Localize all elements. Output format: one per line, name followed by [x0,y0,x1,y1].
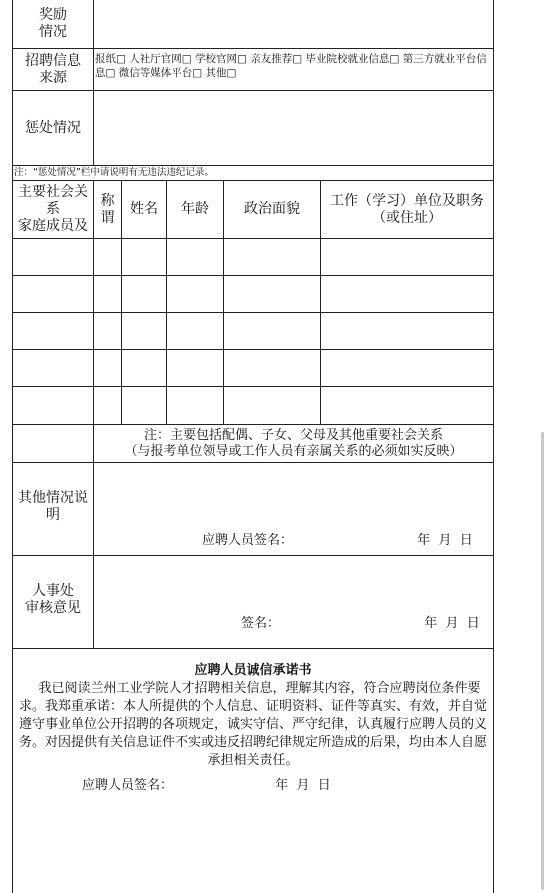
award-label: 奖励 情况 [39,7,67,40]
applicant-date[interactable]: 年 月 日 [417,533,473,549]
hr-signature-label: 签名： [241,616,281,632]
family-row[interactable] [13,313,493,349]
hr-review-label: 人事处 审核意见 [25,583,81,616]
family-row[interactable] [13,350,493,386]
pledge-title: 应聘人员诚信承诺书 [194,663,312,679]
relation-header: 称谓 [100,192,115,226]
work-unit-header: 工作（学习）单位及职务 （或住址） [330,192,484,226]
hr-date[interactable]: 年 月 日 [424,616,480,632]
political-status-header: 政治面貌 [244,201,300,218]
pledge-signature-area[interactable] [13,800,493,890]
punishment-label: 惩处情况 [25,119,81,136]
family-row[interactable] [13,387,493,424]
family-note: 注：主要包括配偶、子女、父母及其他重要社会关系 （与报考单位领导或工作人员有亲属关系的必须如实反映） [124,427,463,459]
punishment-note: 注：“惩处情况”栏中请说明有无违法违纪记录。 [14,167,214,179]
age-header: 年龄 [181,201,209,218]
other-situation-label: 其他情况说 明 [18,490,88,523]
family-row[interactable] [13,276,493,312]
pledge-signature-label: 应聘人员签名： [82,778,174,794]
scrollbar[interactable] [541,432,544,890]
family-section-label: 主要社会关系 家庭成员及 [18,184,88,234]
punishment-field[interactable] [94,91,493,165]
applicant-signature-label: 应聘人员签名： [202,533,294,549]
pledge-body: 我已阅读兰州工业学院人才招聘相关信息，理解其内容，符合应聘岗位条件要求。我郑重承诺：本人所提供的个人信息、证明资料、证件等真实、有效，并自觉遵守事业单位公开招聘的各项规定，诚实守信、严守纪律，认真履行应聘人员的义务。对因提供有关信息证件不实或违反招聘纪律规定所造成的后果，均由本人自愿承担相关责任。 [18,681,487,768]
pledge-date[interactable]: 年 月 日 [275,778,331,794]
application-form [12,0,494,893]
name-header: 姓名 [130,201,158,218]
family-row[interactable] [13,239,493,275]
recruit-source-options[interactable]: 报纸□ 人社厅官网□ 学校官网□ 亲友推荐□ 毕业院校就业信息□ 第三方就业平台信息□ 微信等媒体平台□ 其他□ [95,53,487,79]
award-field[interactable] [94,0,493,48]
recruit-source-label: 招聘信息 来源 [25,52,81,86]
